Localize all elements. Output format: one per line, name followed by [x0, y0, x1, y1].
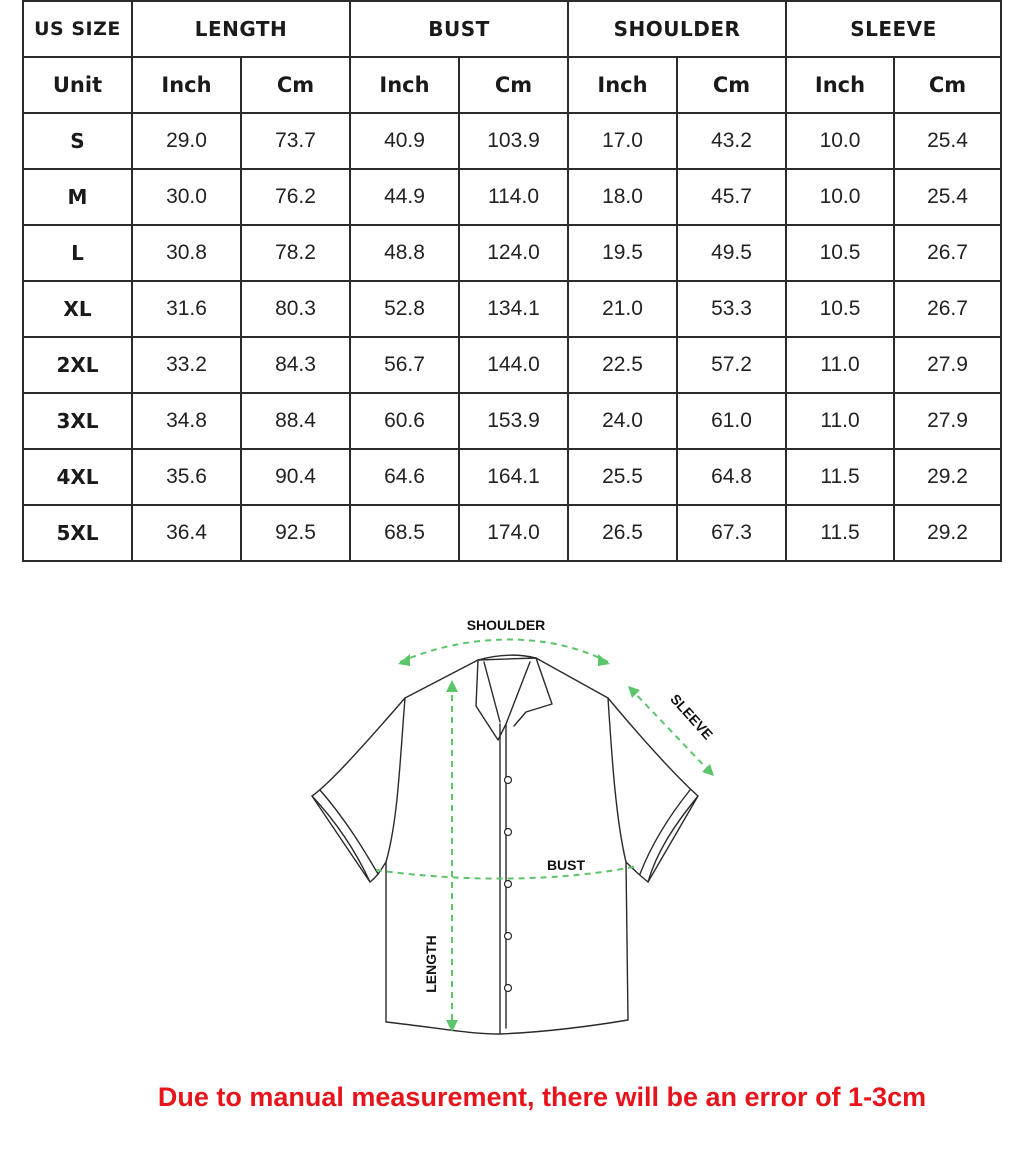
- shirt-outline-icon: [300, 600, 740, 1050]
- unit-bust-inch: Inch: [350, 57, 459, 113]
- size-label-cell: 2XL: [23, 337, 132, 393]
- measurement-cell-shoulder-in: 21.0: [568, 281, 677, 337]
- measurement-cell-shoulder-cm: 53.3: [677, 281, 786, 337]
- measurement-cell-bust-in: 68.5: [350, 505, 459, 561]
- measurement-cell-length-in: 31.6: [132, 281, 241, 337]
- measurement-cell-sleeve-cm: 29.2: [894, 505, 1001, 561]
- measurement-cell-length-in: 29.0: [132, 113, 241, 169]
- unit-sleeve-inch: Inch: [786, 57, 894, 113]
- measurement-cell-length-cm: 92.5: [241, 505, 350, 561]
- size-chart-table: [22, 0, 1002, 562]
- shoulder-label: SHOULDER: [466, 617, 546, 633]
- size-label-cell: XL: [23, 281, 132, 337]
- measurement-cell-sleeve-cm: 27.9: [894, 337, 1001, 393]
- measurement-cell-bust-in: 52.8: [350, 281, 459, 337]
- measurement-cell-sleeve-in: 10.0: [786, 113, 894, 169]
- measurement-cell-length-cm: 73.7: [241, 113, 350, 169]
- unit-shoulder-cm: Cm: [677, 57, 786, 113]
- size-label-cell: 3XL: [23, 393, 132, 449]
- measurement-cell-sleeve-cm: 26.7: [894, 225, 1001, 281]
- measurement-cell-bust-in: 60.6: [350, 393, 459, 449]
- measurement-cell-sleeve-cm: 25.4: [894, 113, 1001, 169]
- table-row: [23, 337, 1001, 393]
- measurement-cell-sleeve-in: 10.5: [786, 225, 894, 281]
- measurement-cell-sleeve-in: 11.0: [786, 337, 894, 393]
- measurement-cell-shoulder-in: 26.5: [568, 505, 677, 561]
- measurement-cell-sleeve-in: 10.5: [786, 281, 894, 337]
- unit-length-cm: Cm: [241, 57, 350, 113]
- measurement-cell-length-in: 36.4: [132, 505, 241, 561]
- table-row: [23, 113, 1001, 169]
- measurement-cell-shoulder-cm: 64.8: [677, 449, 786, 505]
- unit-sleeve-cm: Cm: [894, 57, 1001, 113]
- header-sleeve: SLEEVE: [786, 1, 1001, 57]
- table-row: [23, 281, 1001, 337]
- measurement-cell-bust-in: 44.9: [350, 169, 459, 225]
- measurement-cell-sleeve-cm: 26.7: [894, 281, 1001, 337]
- measurement-cell-shoulder-cm: 61.0: [677, 393, 786, 449]
- measurement-cell-sleeve-cm: 27.9: [894, 393, 1001, 449]
- measurement-cell-shoulder-in: 18.0: [568, 169, 677, 225]
- measurement-cell-bust-cm: 114.0: [459, 169, 568, 225]
- table-row: [23, 505, 1001, 561]
- header-us-size: US SIZE: [23, 1, 132, 57]
- measurement-cell-bust-in: 40.9: [350, 113, 459, 169]
- measurement-cell-shoulder-in: 22.5: [568, 337, 677, 393]
- table-row: [23, 225, 1001, 281]
- length-label: LENGTH: [423, 935, 439, 993]
- measurement-cell-shoulder-cm: 45.7: [677, 169, 786, 225]
- header-bust: BUST: [350, 1, 568, 57]
- measurement-cell-shoulder-cm: 49.5: [677, 225, 786, 281]
- measurement-arrowheads: [398, 654, 717, 1032]
- measurement-cell-shoulder-in: 17.0: [568, 113, 677, 169]
- measurement-cell-sleeve-in: 11.0: [786, 393, 894, 449]
- measurement-cell-shoulder-in: 25.5: [568, 449, 677, 505]
- measurement-cell-shoulder-cm: 43.2: [677, 113, 786, 169]
- size-label-cell: 4XL: [23, 449, 132, 505]
- unit-bust-cm: Cm: [459, 57, 568, 113]
- measurement-cell-bust-cm: 103.9: [459, 113, 568, 169]
- measurement-cell-bust-cm: 144.0: [459, 337, 568, 393]
- table-row: [23, 169, 1001, 225]
- measurement-cell-sleeve-cm: 25.4: [894, 169, 1001, 225]
- size-label-cell: 5XL: [23, 505, 132, 561]
- unit-row: [23, 57, 1001, 113]
- bust-measure-line: [376, 866, 638, 879]
- measurement-cell-sleeve-in: 11.5: [786, 505, 894, 561]
- header-shoulder: SHOULDER: [568, 1, 786, 57]
- header-length: LENGTH: [132, 1, 350, 57]
- shirt-measurement-diagram: [300, 600, 740, 1050]
- measurement-cell-length-in: 33.2: [132, 337, 241, 393]
- measurement-cell-shoulder-in: 24.0: [568, 393, 677, 449]
- unit-length-inch: Inch: [132, 57, 241, 113]
- size-label-cell: L: [23, 225, 132, 281]
- measurement-cell-bust-cm: 164.1: [459, 449, 568, 505]
- bust-label: BUST: [546, 857, 586, 873]
- measurement-error-note: Due to manual measurement, there will be an error of 1-3cm: [157, 1082, 927, 1112]
- sleeve-label: SLEEVE: [667, 690, 717, 743]
- table-row: [23, 393, 1001, 449]
- measurement-cell-bust-cm: 153.9: [459, 393, 568, 449]
- measurement-cell-length-cm: 80.3: [241, 281, 350, 337]
- measurement-cell-bust-in: 64.6: [350, 449, 459, 505]
- measurement-cell-sleeve-in: 11.5: [786, 449, 894, 505]
- size-label-cell: S: [23, 113, 132, 169]
- measurement-cell-shoulder-cm: 67.3: [677, 505, 786, 561]
- measurement-cell-length-in: 30.8: [132, 225, 241, 281]
- unit-shoulder-inch: Inch: [568, 57, 677, 113]
- measurement-cell-bust-in: 48.8: [350, 225, 459, 281]
- measurement-cell-length-cm: 84.3: [241, 337, 350, 393]
- measurement-cell-bust-cm: 174.0: [459, 505, 568, 561]
- measurement-cell-shoulder-in: 19.5: [568, 225, 677, 281]
- size-label-cell: M: [23, 169, 132, 225]
- measurement-cell-length-cm: 76.2: [241, 169, 350, 225]
- measurement-cell-length-cm: 90.4: [241, 449, 350, 505]
- header-group-row: [23, 1, 1001, 57]
- unit-label: Unit: [23, 57, 132, 113]
- size-rows: [23, 113, 1001, 561]
- measurement-cell-sleeve-cm: 29.2: [894, 449, 1001, 505]
- measurement-cell-bust-cm: 134.1: [459, 281, 568, 337]
- measurement-cell-length-cm: 88.4: [241, 393, 350, 449]
- measurement-cell-length-in: 35.6: [132, 449, 241, 505]
- measurement-cell-length-in: 34.8: [132, 393, 241, 449]
- table-row: [23, 449, 1001, 505]
- measurement-cell-bust-cm: 124.0: [459, 225, 568, 281]
- measurement-cell-shoulder-cm: 57.2: [677, 337, 786, 393]
- measurement-cell-sleeve-in: 10.0: [786, 169, 894, 225]
- measurement-cell-bust-in: 56.7: [350, 337, 459, 393]
- measurement-cell-length-cm: 78.2: [241, 225, 350, 281]
- measurement-cell-length-in: 30.0: [132, 169, 241, 225]
